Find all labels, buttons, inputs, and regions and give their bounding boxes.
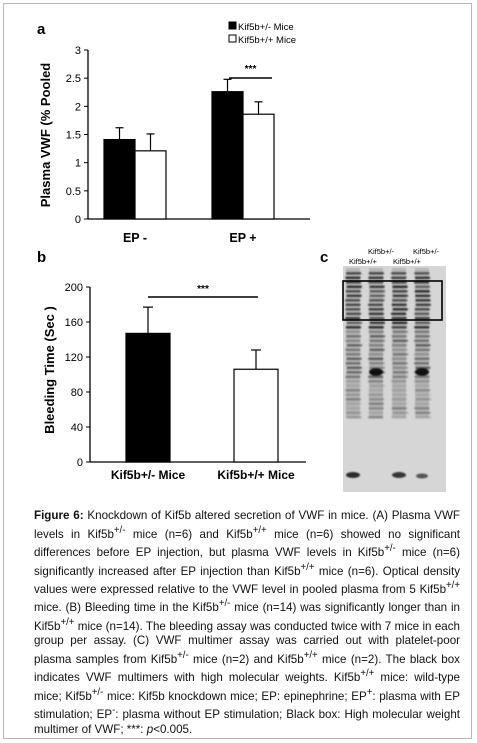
blot-band: [416, 394, 431, 397]
chart-a-x-tick-label: EP -: [122, 231, 148, 245]
blot-band: [345, 349, 360, 352]
blot-band: [414, 340, 429, 343]
blot-band: [346, 407, 361, 410]
blot-band: [345, 299, 360, 302]
blot-band: [369, 398, 384, 401]
blot-band: [393, 371, 408, 374]
blot-band: [415, 349, 430, 352]
blot-band: [347, 286, 362, 289]
blot-band: [415, 389, 430, 392]
blot-band: [414, 362, 429, 365]
blot-band: [392, 407, 407, 410]
blot-band: [346, 385, 361, 388]
chart-b-x-tick-label: Kif5b+/+ Mice: [217, 468, 295, 482]
chart-a-y-tick-label: 0.5: [65, 185, 81, 198]
blot-band: [415, 290, 430, 293]
chart-b: [42, 282, 306, 482]
blot-band: [392, 290, 407, 293]
blot-band: [369, 272, 384, 275]
blot-band: [345, 304, 360, 307]
figure-caption: Figure 6: Knockdown of Kif5b altered secretion of VWF in mice. (A) Plasma VWF levels in Kif5b+/- mice (n=6) and Kif5b+/+ mice (n=6) showed no significant differences before EP injection, but plasma VWF levels in Kif5b+/- mice (n=6) significantly increased after EP injection than Kif5b+/+ mice (n=6). Optical density values were expressed relative to the VWF level in pooled plasma from 5 Kif5b+/+ mice. (B) Bleeding time in the Kif5b+/- mice (n=14) was significantly longer than in Kif5b+/+ mice (n=14). The bleeding assay was conducted twice with 7 mice in each group per assay. (C) VWF multimer assay was carried out with platelet-poor plasma samples from Kif5b+/- mice (n=2) and Kif5b+/+ mice (n=2). The black box indicates VWF multimers with high molecular weights. Kif5b+/+ mice: wild-type mice; Kif5b+/- mice: Kif5b knockdown mice; EP: epinephrine; EP+: plasma with EP stimulation; EP-: plasma without EP stimulation; Black box: High molecular weight multimer of VWF; ***: p<0.005.: [34, 509, 460, 736]
blot-band: [345, 389, 360, 392]
chart-b-x-tick-label: Kif5b+/- Mice: [110, 468, 186, 482]
blot-band: [392, 362, 407, 365]
panel-label-c: c: [320, 249, 329, 266]
blot-band: [392, 326, 407, 329]
blot-band: [416, 398, 431, 401]
blot-band: [369, 403, 384, 406]
chart-a-y-tick-label: 1: [74, 157, 81, 170]
blot-band: [369, 407, 384, 410]
blot-band: [346, 290, 361, 293]
blot-band: [346, 398, 361, 401]
blot-band: [415, 403, 430, 406]
blot-band: [346, 380, 361, 383]
blot-band: [368, 412, 383, 415]
blot-band: [414, 272, 429, 275]
blot-band: [345, 394, 360, 397]
chart-b-y-tick-label: 40: [70, 422, 83, 434]
blot-band: [368, 380, 383, 383]
chart-b-bar: [126, 333, 170, 462]
blot-band: [391, 416, 406, 419]
chart-b-y-tick-label: 160: [64, 317, 83, 329]
blot-band: [368, 304, 383, 307]
blot-band: [392, 299, 407, 302]
blot-band: [392, 335, 407, 338]
blot-band: [346, 353, 361, 356]
blot-band: [415, 335, 430, 338]
blot-band: [347, 371, 362, 374]
blot-band: [368, 389, 383, 392]
chart-a-legend-label: Kif5b+/- Mice: [238, 22, 294, 33]
blot-band: [391, 272, 406, 275]
chart-a-y-tick-label: 2: [74, 101, 81, 114]
blot-band: [415, 295, 430, 298]
blot-band: [415, 331, 430, 334]
blot-band: [370, 335, 385, 338]
blot-band: [415, 412, 430, 415]
blot-band: [345, 331, 360, 334]
chart-b-y-tick-label: 120: [64, 352, 83, 364]
blot-band: [370, 385, 385, 388]
blot-band: [415, 385, 430, 388]
chart-a-bar: [212, 92, 243, 219]
blot-label-top-2: Kif5b+/-: [413, 247, 440, 256]
blot-band: [393, 394, 408, 397]
blot-band: [392, 358, 407, 361]
blot-band: [416, 416, 431, 419]
blot-band: [346, 313, 361, 316]
blot-band: [392, 385, 407, 388]
blot-band: [347, 416, 362, 419]
blot-band: [370, 322, 385, 325]
blot-band: [346, 362, 361, 365]
blot-band: [393, 376, 408, 379]
blot-band: [369, 362, 384, 365]
blot-band: [392, 398, 407, 401]
blot-band: [370, 286, 385, 289]
caption-figure-label: Figure 6:: [34, 509, 84, 522]
blot-band: [346, 326, 361, 329]
blot-band: [393, 331, 408, 334]
blot-label-top-1: Kif5b+/-: [368, 247, 395, 256]
chart-a-y-tick-label: 0: [74, 214, 81, 226]
blot-band: [393, 353, 408, 356]
chart-a-significance-label: ***: [244, 64, 257, 75]
chart-a-y-tick-label: 1.5: [65, 129, 81, 142]
blot-band: [392, 403, 407, 406]
blot-band: [369, 353, 384, 356]
blot-spot: [415, 368, 429, 376]
panel-label-a: a: [37, 21, 46, 38]
blot-band: [414, 358, 429, 361]
blot-band: [369, 326, 384, 329]
blot-band: [345, 308, 360, 311]
blot-band: [370, 349, 385, 352]
chart-a: [38, 22, 310, 245]
blot-band: [414, 407, 429, 410]
blot-spot: [392, 472, 406, 478]
chart-a-legend-label: Kif5b+/+ Mice: [238, 35, 297, 46]
blot-band: [347, 344, 362, 347]
chart-a-bar: [104, 140, 135, 219]
blot-band: [347, 322, 362, 325]
blot-band: [391, 380, 406, 383]
blot-band: [393, 308, 408, 311]
blot-band: [368, 416, 383, 419]
blot-band: [370, 295, 385, 298]
blot-band: [415, 308, 430, 311]
chart-a-y-label: Plasma VWF (% Pooled: [38, 62, 53, 208]
chart-a-bar: [243, 114, 274, 219]
chart-b-bar: [234, 369, 278, 462]
blot-band: [369, 331, 384, 334]
blot-band: [415, 299, 430, 302]
blot-band: [392, 349, 407, 352]
blot-band: [346, 403, 361, 406]
chart-a-x-tick-label: EP +: [229, 231, 257, 245]
blot-spot: [416, 474, 428, 479]
blot-band: [346, 335, 361, 338]
blot-band: [416, 304, 431, 307]
blot-label-bottom-1: Kif5b+/+: [349, 257, 377, 266]
chart-a-legend-swatch: [229, 22, 236, 29]
blot-band: [347, 295, 362, 298]
blot-band: [392, 322, 407, 325]
blot-spot: [346, 472, 360, 478]
blot-band: [392, 304, 407, 307]
blot-band: [346, 272, 361, 275]
blot-band: [414, 380, 429, 383]
blot-band: [391, 313, 406, 316]
blot-band: [370, 290, 385, 293]
blot-band: [393, 340, 408, 343]
chart-b-y-label: Bleeding Time (Sec ): [42, 306, 57, 434]
blot-band: [347, 358, 362, 361]
blot-band: [369, 299, 384, 302]
panel-label-b: b: [37, 249, 47, 266]
chart-b-y-tick-label: 0: [76, 457, 83, 469]
chart-a-y-tick-label: 2.5: [65, 73, 81, 86]
blot-band: [415, 286, 430, 289]
blot-band: [346, 412, 361, 415]
chart-a-y-tick-label: 3: [74, 45, 81, 57]
blot-band: [415, 344, 430, 347]
chart-a-legend-swatch: [229, 35, 236, 42]
blot-band: [369, 308, 384, 311]
blot-band: [347, 367, 362, 370]
chart-b-significance-label: ***: [197, 284, 209, 295]
blot-band: [369, 344, 384, 347]
blot-band: [368, 277, 383, 280]
chart-a-bar: [135, 151, 166, 219]
blot-band: [415, 322, 430, 325]
blot-band: [393, 295, 408, 298]
blot-band: [391, 277, 406, 280]
blot-label-bottom-2: Kif5b+/+: [393, 257, 421, 266]
blot-band: [392, 344, 407, 347]
blot-band: [393, 412, 408, 415]
chart-b-y-tick-label: 80: [70, 387, 83, 399]
blot-band: [414, 353, 429, 356]
blot-band: [415, 277, 430, 280]
blot-band: [368, 358, 383, 361]
blot-spot: [369, 368, 383, 376]
blot-band: [414, 313, 429, 316]
blot-band: [345, 277, 360, 280]
blot-band: [345, 376, 360, 379]
blot-band: [370, 340, 385, 343]
blot-band: [369, 313, 384, 316]
blot-band: [414, 326, 429, 329]
blot-band: [393, 286, 408, 289]
blot-band: [393, 367, 408, 370]
chart-b-y-tick-label: 200: [64, 282, 83, 294]
western-blot: [343, 247, 446, 492]
blot-band: [346, 340, 361, 343]
blot-band: [368, 394, 383, 397]
blot-band: [392, 389, 407, 392]
